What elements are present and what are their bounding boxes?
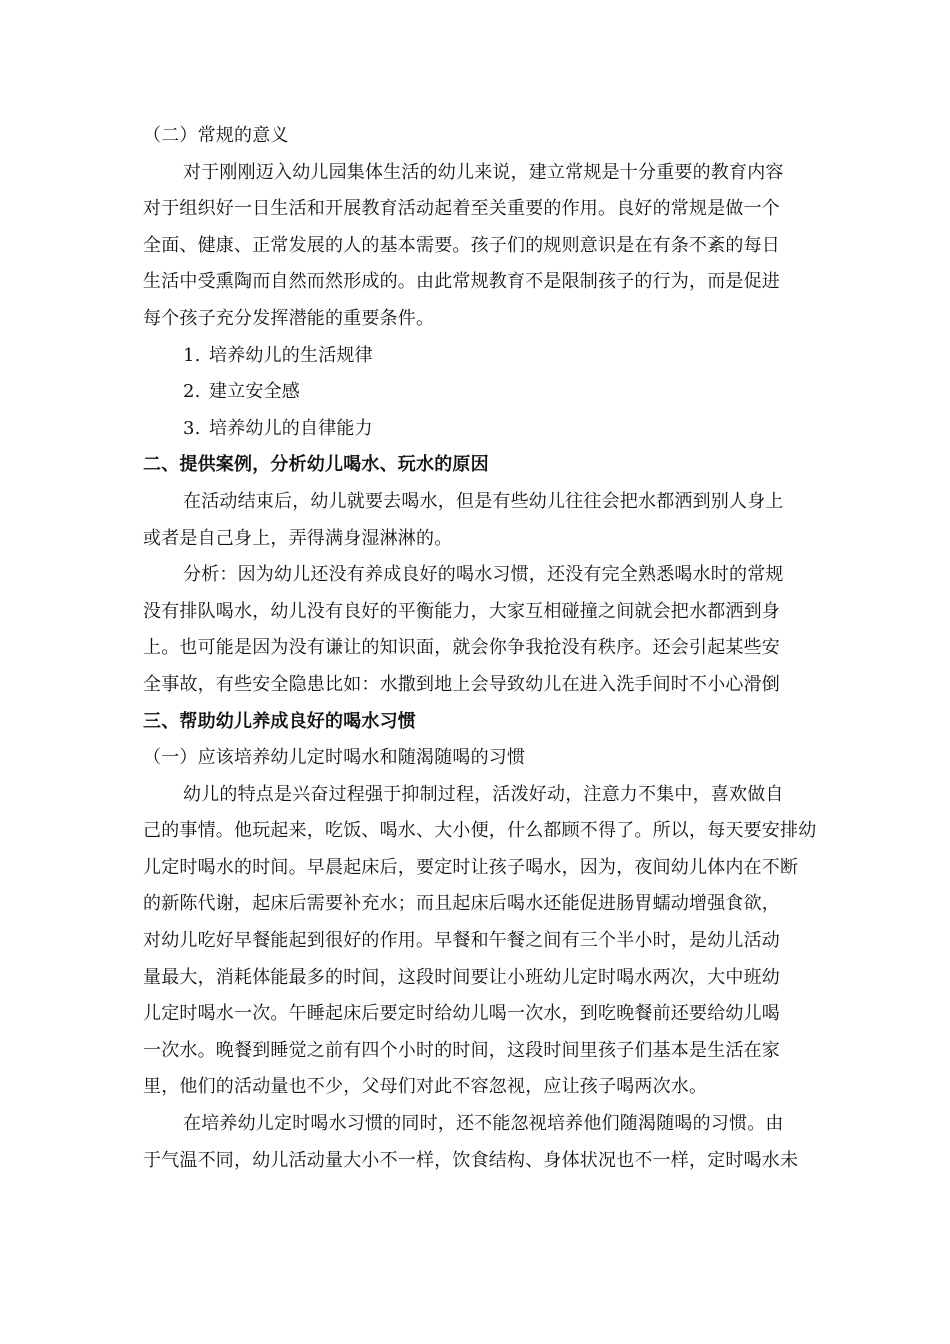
chapter-heading: 三、帮助幼儿养成良好的喝水习惯 [143,710,416,732]
paragraph-line: 儿定时喝水的时间。早晨起床后，要定时让孩子喝水，因为，夜间幼儿体内在不断 [143,856,799,878]
document-page [143,118,817,1179]
paragraph-line: 儿定时喝水一次。午睡起床后要定时给幼儿喝一次水，到吃晚餐前还要给幼儿喝 [143,1003,780,1025]
paragraph-line: 一次水。晚餐到睡觉之前有四个小时的时间，这段时间里孩子们基本是生活在家 [143,1039,780,1061]
paragraph-line: 量最大，消耗体能最多的时间，这段时间要让小班幼儿定时喝水两次，大中班幼 [143,966,780,988]
paragraph-line: 对于组织好一日生活和开展教育活动起着至关重要的作用。良好的常规是做一个 [143,198,780,220]
list-item [143,411,809,448]
paragraph-line: 或者是自己身上，弄得满身湿淋淋的。 [143,527,453,549]
paragraph-line: 对于刚刚迈入幼儿园集体生活的幼儿来说，建立常规是十分重要的教育内容 [183,161,784,183]
section-heading: （二）常规的意义 [143,125,289,146]
chapter-heading: 二、提供案例，分析幼儿喝水、玩水的原因 [143,454,489,476]
list-item-text: 建立安全感 [209,381,300,403]
paragraph-line: 里，他们的活动量也不少，父母们对此不容忽视，应让孩子喝两次水。 [143,1076,708,1098]
paragraph-line: 生活中受熏陶而自然而然形成的。由此常规教育不是限制孩子的行为，而是促进 [143,271,780,293]
paragraph-line: 上。也可能是因为没有谦让的知识面，就会你争我抢没有秩序。还会引起某些安 [143,637,780,659]
paragraph-line: 全事故，有些安全隐患比如：水撒到地上会导致幼儿在进入洗手间时不小心滑倒 [143,673,780,695]
list-item-number: 3. [183,417,201,439]
list-item [143,374,809,411]
paragraph-line: 对幼儿吃好早餐能起到很好的作用。早餐和午餐之间有三个半小时，是幼儿活动 [143,930,780,952]
paragraph-line: 于气温不同，幼儿活动量大小不一样，饮食结构、身体状况也不一样，定时喝水未 [143,1149,799,1171]
paragraph-line: 全面、健康、正常发展的人的基本需要。孩子们的规则意识是在有条不紊的每日 [143,234,780,256]
list-item-text: 培养幼儿的生活规律 [209,344,373,366]
paragraph-line: 在活动结束后，幼儿就要去喝水，但是有些幼儿往往会把水都洒到别人身上 [183,490,784,512]
list-item-number: 2. [183,381,201,403]
paragraph-line: 每个孩子充分发挥潜能的重要条件。 [143,307,435,329]
list-item-number: 1. [183,344,201,366]
paragraph-line: 没有排队喝水，幼儿没有良好的平衡能力，大家互相碰撞之间就会把水都洒到身 [143,600,780,622]
section-heading: （一）应该培养幼儿定时喝水和随渴随喝的习惯 [143,747,526,769]
paragraph-line: 在培养幼儿定时喝水习惯的同时，还不能忽视培养他们随渴随喝的习惯。由 [183,1113,784,1135]
paragraph-line: 幼儿的特点是兴奋过程强于抑制过程，活泼好动，注意力不集中，喜欢做自 [183,783,784,805]
paragraph-line: 己的事情。他玩起来，吃饭、喝水、大小便，什么都顾不得了。所以，每天要安排幼 [143,820,817,842]
list-item [143,338,809,375]
paragraph-line: 的新陈代谢，起床后需要补充水；而且起床后喝水还能促进肠胃蠕动增强食欲， [143,893,780,915]
paragraph-line: 分析：因为幼儿还没有养成良好的喝水习惯，还没有完全熟悉喝水时的常规 [183,564,784,586]
list-item-text: 培养幼儿的自律能力 [209,417,373,439]
